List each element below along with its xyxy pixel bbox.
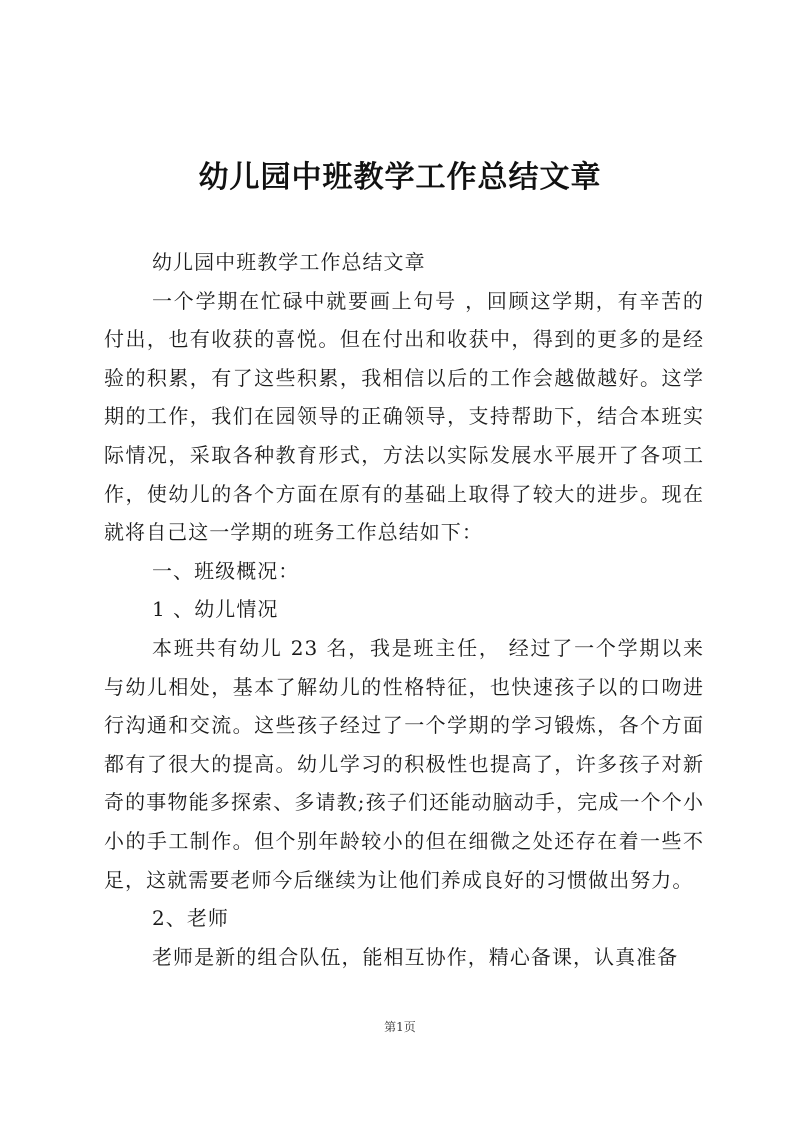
subheading-teachers: 2、老师 bbox=[152, 906, 229, 931]
paragraph-subtitle: 幼儿园中班教学工作总结文章 bbox=[152, 250, 426, 274]
paragraph-teachers: 老师是新的组合队伍，能相互协作，精心备课，认真准备 bbox=[152, 944, 679, 969]
subheading-children: 1 、幼儿情况 bbox=[152, 597, 279, 622]
document-body bbox=[104, 243, 704, 976]
paragraph-intro: 一个学期在忙碌中就要画上句号 ，回顾这学期，有辛苦的付出，也有收获的喜悦。但在付出和收获中，得到的更多的是经验的积累，有了这些积累，我相信以后的工作会越做越好。这学期的工作，我们在园领导的正确领导，支持帮助下，结合本班实际情况，采取各种教育形式，方法以实际发展水平展开了各项工作，使幼儿的各个方面在原有的基础上取得了较大的进步。现在就将自己这一学期的班务工作总结如下： bbox=[104, 288, 704, 545]
paragraph-children: 本班共有幼儿 23 名，我是班主任， 经过了一个学期以来与幼儿相处，基本了解幼儿的性格特征，也快速孩子以的口吻进行沟通和交流。这些孩子经过了一个学期的学习锻炼，各个方面都有了很大的提高。幼儿学习的积极性也提高了，许多孩子对新奇的事物能多探索、多请教;孩子们还能动脑动手，完成一个个小小的手工制作。但个别年龄较小的但在细微之处还存在着一些不足，这就需要老师今后继续为让他们养成良好的习惯做出努力。 bbox=[104, 635, 704, 892]
section-heading-class-overview: 一、班级概况： bbox=[152, 558, 300, 583]
page-number: 第1页 bbox=[384, 1020, 416, 1034]
document-title: 幼儿园中班教学工作总结文章 bbox=[198, 160, 602, 195]
